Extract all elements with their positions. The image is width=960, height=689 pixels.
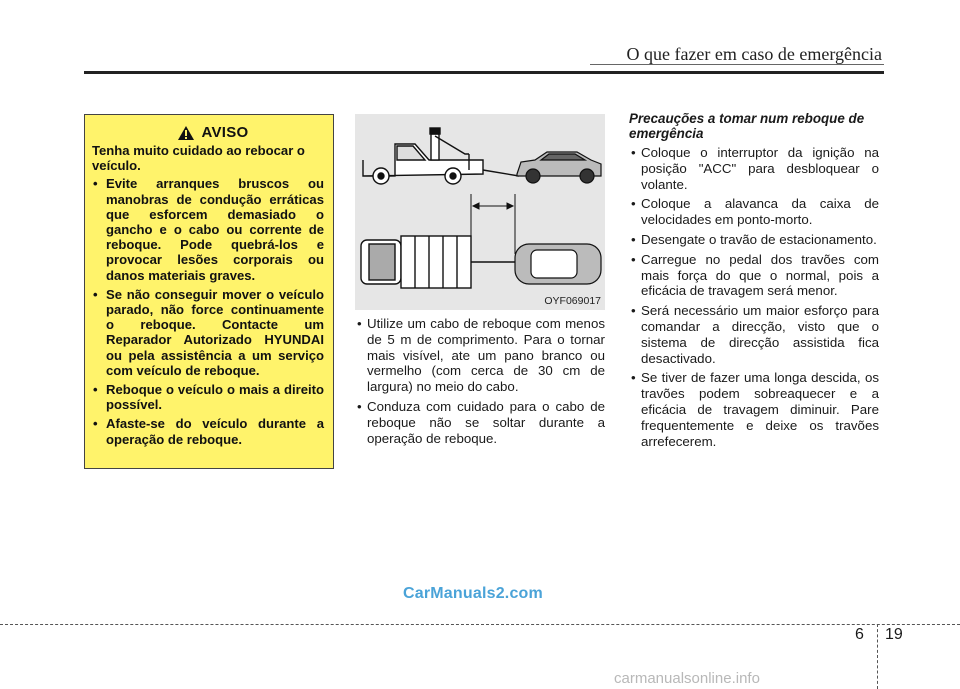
page-section-title: O que fazer em caso de emergência [626,44,882,64]
header-thin-rule [590,64,884,65]
section-title: Precauções a tomar num reboque de emergência [629,111,865,141]
page-number-separator [877,624,878,689]
warning-item: • Reboque o veículo o mais a direito possível. [92,382,324,412]
precaution-item: • Coloque a alavanca da caixa de velocidades em ponto-morto. [629,196,879,228]
warning-item: • Afaste-se do veículo durante a operação de reboque. [92,416,324,446]
towed-car-top-view [515,244,601,284]
watermark-link[interactable]: CarManuals2.com [403,585,543,602]
chapter-number: 6 [855,626,864,643]
precaution-item: • Será necessário um maior esforço para comandar a direcção, visto que o sistema de direcção assistida fica desactivado. [629,303,879,366]
warning-item: • Evite arranques bruscos ou manobras de condução erráticas que esforcem demasiado o gancho e o cabo ou corrente de reboque. Pode quebrá-los e provocar lesões corporais ou danos materiais graves. [92,176,324,282]
bottom-watermark: carmanualsonline.info [614,670,760,687]
precaution-item: • Se tiver de fazer uma longa descida, os travões podem sobreaquecer e a eficácia de travagem diminuir. Pare frequentemente e deixe os travões arrefecerem. [629,370,879,449]
towing-tips-list [355,316,605,446]
towing-tip: • Utilize um cabo de reboque com menos de 5 m de comprimento. Para o tornar mais visível, ate um pano branco ou vermelho (com cerca de 30 cm de largura) no meio do cabo. [355,316,605,395]
warning-box [84,114,334,469]
warning-title: AVISO [201,124,249,142]
tow-truck-diagram [355,114,605,310]
warning-list [92,176,324,446]
warning-triangle-icon [177,125,195,141]
cable-length-dimension [471,194,515,254]
warning-item: • Se não conseguir mover o veículo parado, não force continuamente o reboque. Contacte um Reparador Autorizado HYUNDAI ou pela assistência a um serviço com veículo de reboque. [92,287,324,378]
warning-intro: Tenha muito cuidado ao rebocar o veículo. [92,143,305,174]
precautions-list [629,145,879,449]
page-number: 19 [885,626,903,643]
middle-column [355,316,605,450]
figure-code: OYF069017 [544,295,601,307]
precaution-item: • Desengate o travão de estacionamento. [629,232,879,248]
towing-illustration [355,114,605,310]
towing-tip: • Conduza com cuidado para o cabo de reboque não se soltar durante a operação de reboque. [355,399,605,446]
tow-truck-side-view [363,128,519,184]
towed-car-side-view [517,152,601,183]
footer-rule [0,624,960,625]
precaution-item: • Coloque o interruptor da ignição na posição "ACC" para desbloquear o volante. [629,145,879,192]
precaution-item: • Carregue no pedal dos travões com mais força do que o normal, pois a eficácia de travagem será menor. [629,252,879,299]
tow-truck-top-view [361,236,515,288]
header-rule [84,71,884,74]
right-column [629,112,879,453]
warning-heading [92,125,324,141]
